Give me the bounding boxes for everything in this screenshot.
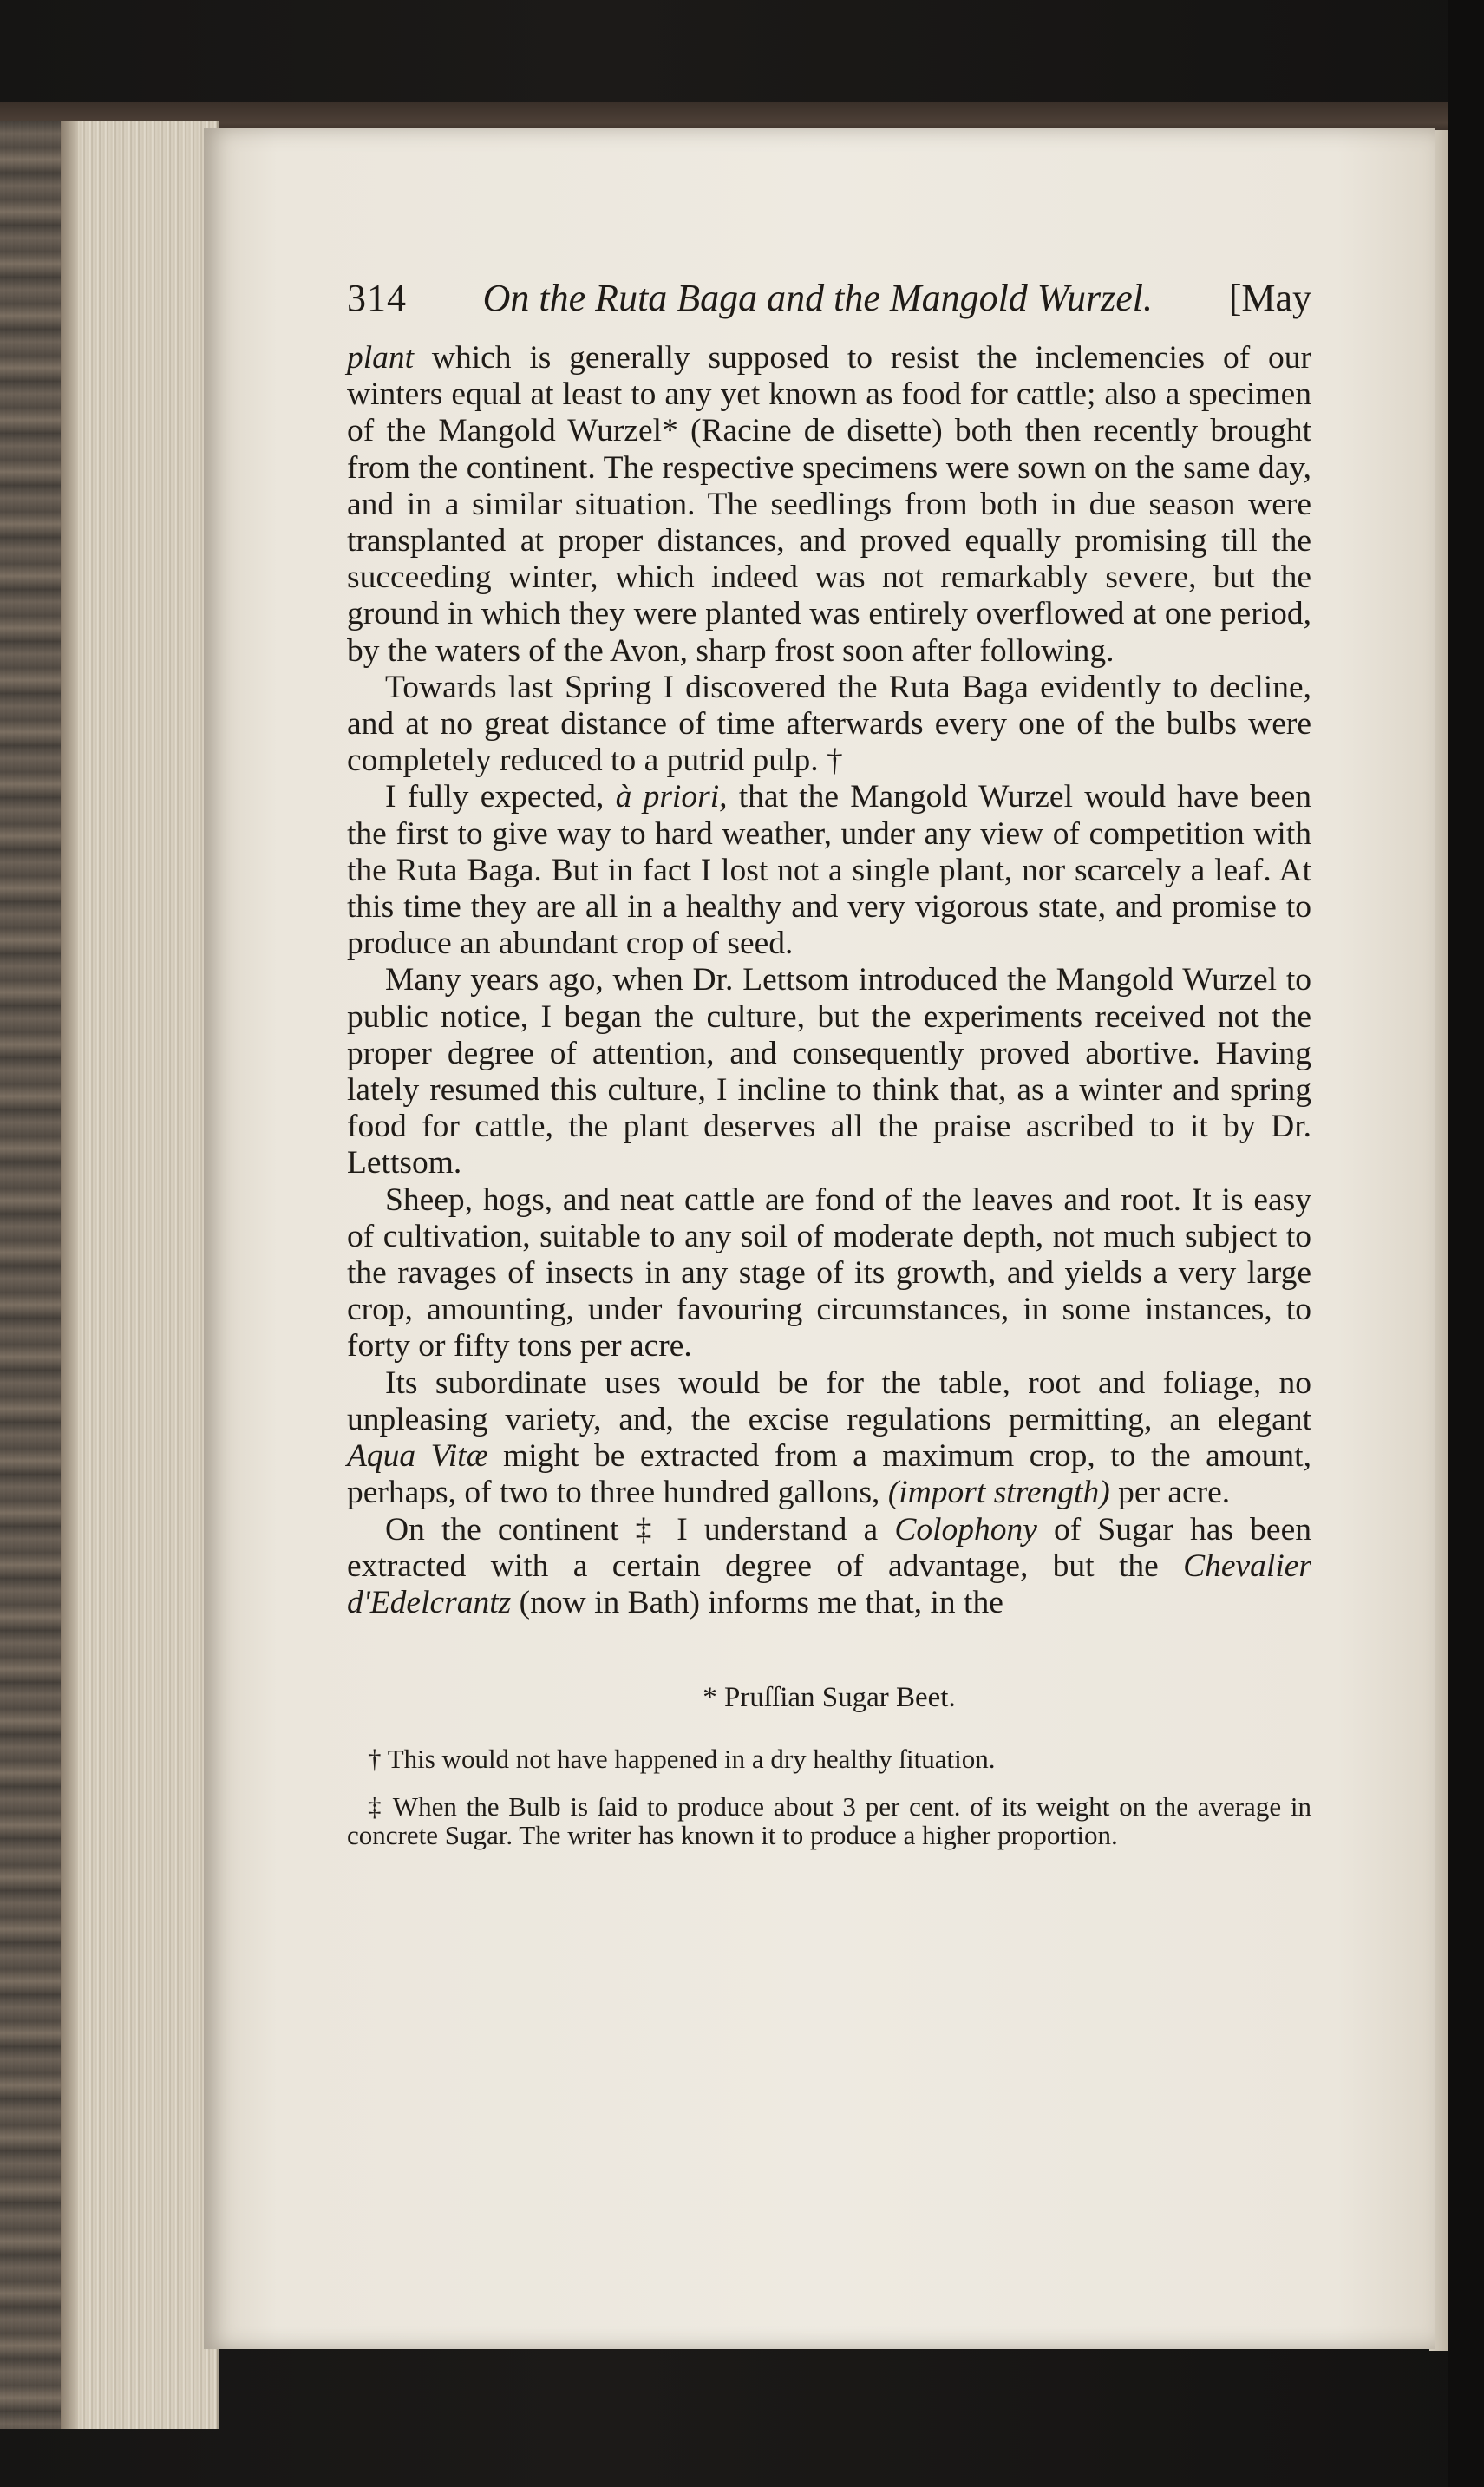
page-number: 314	[347, 277, 407, 319]
paragraph-7-post-2: (now in Bath) informs me that, in the	[511, 1584, 1003, 1620]
paragraph-1-text: which is generally supposed to resist the inclemencies of our winters equal at least to any yet known as food for cattle; also a specimen of the Mangold Wurzel* (Racine de disette) both then recently brought from the continent. The respective specimens were sown on the same day, and in a similar situation. The seedlings from both in due season were transplanted at proper distances, and proved equally promising till the succeeding winter, which indeed was not remarkably severe, but the ground in which they were planted was entirely overflowed at one period, by the waters of the Avon, sharp frost soon after following.	[347, 340, 1311, 669]
footnote-double-dagger: ‡ When the Bulb is ſaid to produce about 3 per cent. of its weight on the average in concrete Sugar. The writer has known it to produce a higher proportion.	[347, 1791, 1311, 1851]
paragraph-3-italic: à priori,	[615, 779, 728, 815]
paragraph-1	[347, 340, 1311, 670]
paragraph-4: Many years ago, when Dr. Lettsom introduced the Mangold Wurzel to public notice, I began the culture, but the experiments received not the proper degree of attention, and consequently proved abortive. Having lately resumed this culture, I incline to think that, as a winter and spring food for cattle, the plant deserves all the praise ascribed to it by Dr. Lettsom.	[347, 962, 1311, 1181]
paragraph-7-post: of Sugar has been extracted with a certain degree of advantage, but the	[347, 1511, 1311, 1584]
paragraph-6-italic-2: (import strength)	[887, 1475, 1110, 1511]
paragraph-7	[347, 1512, 1311, 1622]
paragraph-6-post: might be extracted from a maximum crop, to the amount, perhaps, of two to three hundred gallons,	[347, 1438, 1311, 1511]
paragraph-7-pre: On the continent ‡ I understand a	[385, 1511, 895, 1548]
paragraph-6	[347, 1365, 1311, 1512]
running-title: On the Ruta Baga and the Mangold Wurzel.	[482, 277, 1154, 319]
footnote-star: * Pruſſian Sugar Beet.	[703, 1682, 956, 1714]
paragraph-6-post-2: per acre.	[1109, 1475, 1231, 1511]
background-right	[1448, 0, 1484, 2487]
paragraph-3-pre: I fully expected,	[385, 779, 616, 815]
footnote-dagger: † This would not have happened in a dry healthy ſituation.	[368, 1744, 996, 1775]
paragraph-3-post: that the Mangold Wurzel would have been the first to give way to hard weather, under any view of competition with the Ruta Baga. But in fact I lost not a single plant, nor scarcely a leaf. At this time they are all in a healthy and very vigorous state, and promise to produce an abundant crop of seed.	[347, 779, 1311, 962]
page-edges-shadow	[0, 121, 61, 2429]
paragraph-7-italic: Colophony	[894, 1511, 1037, 1548]
running-month: [May	[1228, 277, 1311, 319]
paragraph-3	[347, 779, 1311, 962]
paragraph-2: Towards last Spring I discovered the Ruta Baga evidently to decline, and at no great distance of time afterwards every one of the bulbs were completely reduced to a putrid pulp. †	[347, 669, 1311, 779]
paragraph-6-pre: Its subordinate uses would be for the table, root and foliage, no unpleasing variety, and, the excise regulations permitting, an elegant	[347, 1365, 1311, 1437]
paragraph-1-lead: plant	[347, 340, 415, 376]
page-text	[347, 276, 1311, 1849]
paragraph-6-italic: Aqua Vitæ	[347, 1438, 488, 1475]
running-head	[347, 276, 1311, 328]
paragraph-5: Sheep, hogs, and neat cattle are fond of the leaves and root. It is easy of cultivation, suitable to any soil of moderate depth, not much subject to the ravages of insects in any stage of its growth, and yields a very large crop, amounting, under favouring circumstances, in some instances, to forty or fifty tons per acre.	[347, 1181, 1311, 1365]
page-edges-highlight	[61, 121, 78, 2429]
paragraph-7-italic-2: Chevalier d'Edelcrantz	[347, 1548, 1311, 1620]
body-text	[347, 340, 1311, 1621]
